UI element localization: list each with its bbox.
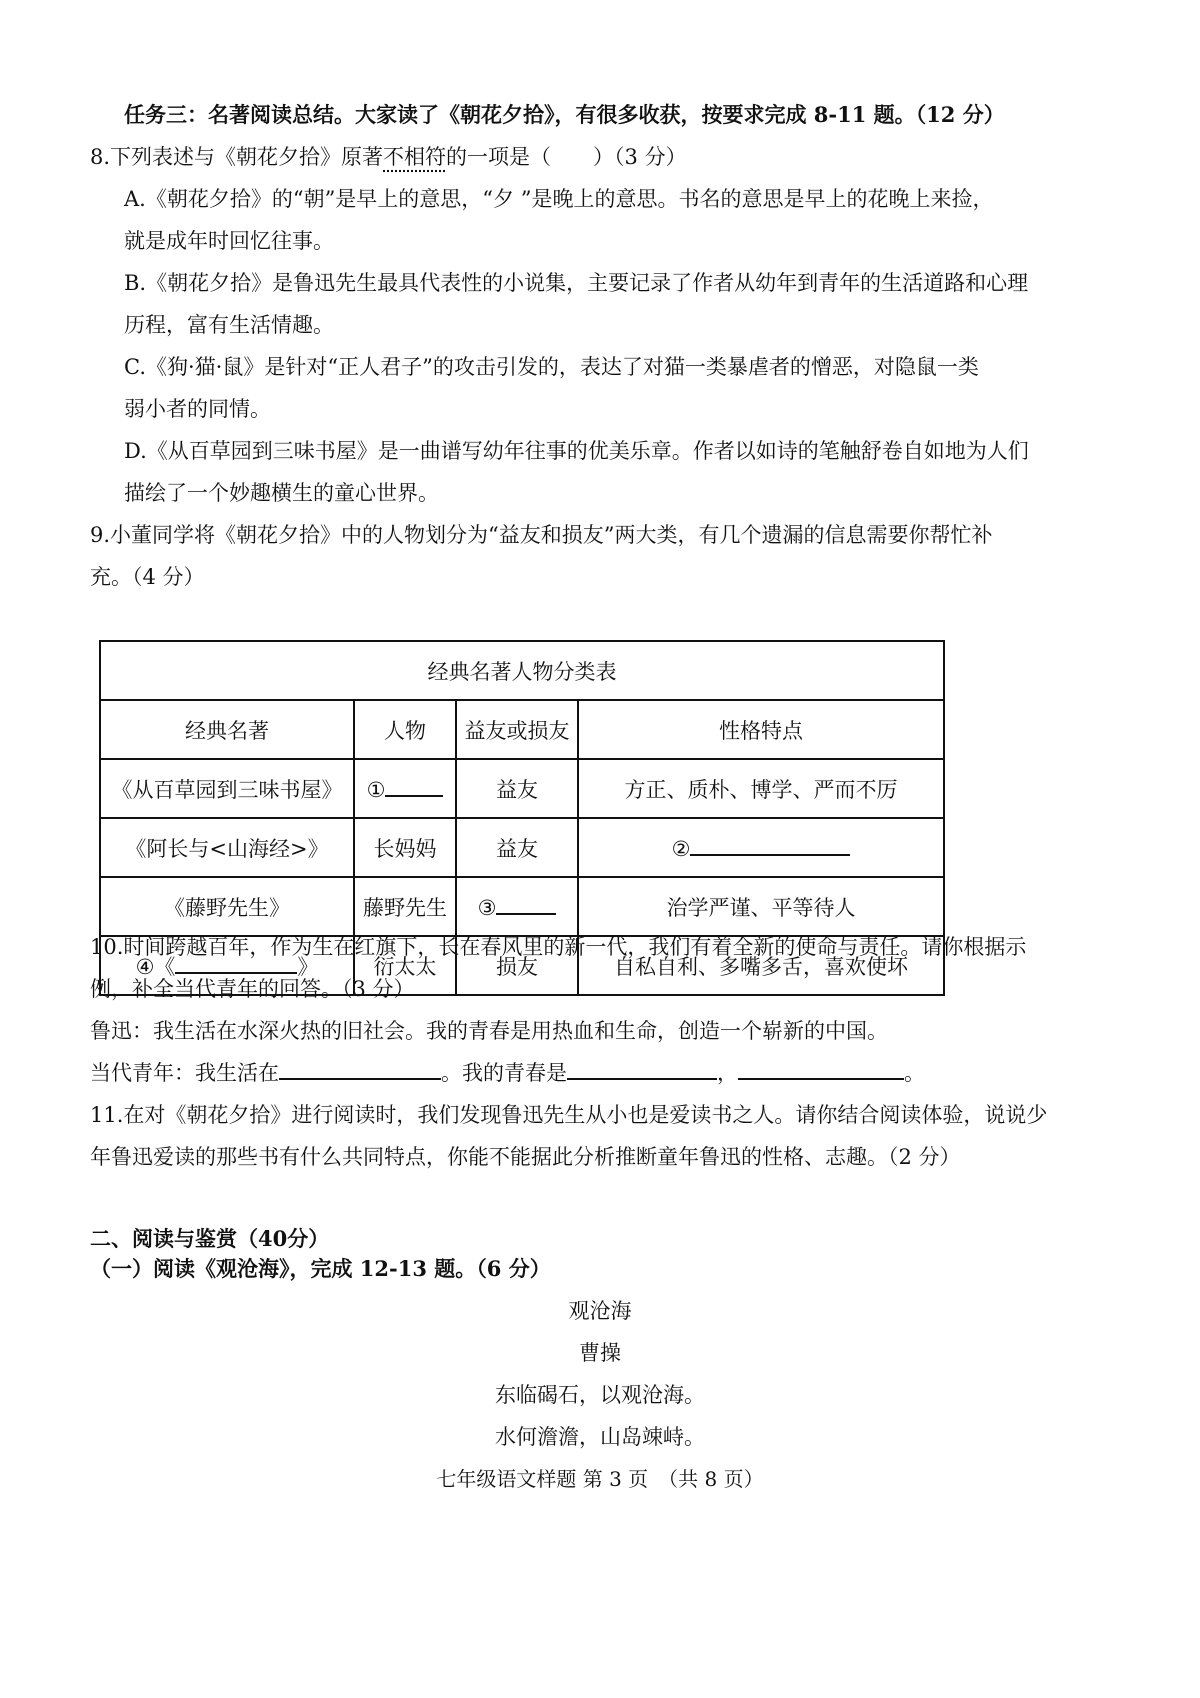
question-10-line1: 10.时间跨越百年，作为生在红旗下，长在春风里的新一代，我们有着全新的使命与责任。请你根据示 — [90, 935, 1027, 959]
blank-marker-4: ④《 — [135, 954, 176, 979]
blank-marker-3: ③ — [477, 896, 497, 920]
page-footer: 七年级语文样题 第 3 页 （共 8 页） — [436, 1467, 764, 1491]
table-row — [100, 818, 944, 877]
answer-blank-7[interactable] — [738, 1058, 904, 1080]
cell-person — [354, 759, 456, 818]
cell-type — [456, 877, 578, 936]
q8-option-c-line1: C.《狗·猫·鼠》是针对“正人君子”的攻击引发的，表达了对猫一类暴虐者的憎恶，对隐鼠一类 — [124, 355, 979, 379]
q8-option-d-line1: D.《从百草园到三味书屋》是一曲谱写幼年往事的优美乐章。作者以如诗的笔触舒卷自如地为人们 — [124, 439, 1029, 463]
cell-type: 益友 — [456, 818, 578, 877]
header-person: 人物 — [354, 700, 456, 759]
answer-blank-2[interactable] — [690, 834, 850, 856]
q8-option-d-line2: 描绘了一个妙趣横生的童心世界。 — [124, 481, 439, 505]
header-book: 经典名著 — [100, 700, 354, 759]
answer-blank-6[interactable] — [567, 1058, 717, 1080]
cell-book: 《从百草园到三味书屋》 — [100, 759, 354, 818]
question-11-line2: 年鲁迅爱读的那些书有什么共同特点，你能不能据此分析推断童年鲁迅的性格、志趣。（2 分） — [90, 1145, 961, 1169]
cell-trait: 治学严谨、平等待人 — [578, 877, 944, 936]
section-2-heading: 二、阅读与鉴赏（40分） — [90, 1226, 330, 1251]
q8-option-b-line1: B.《朝花夕拾》是鲁迅先生最具代表性的小说集，主要记录了作者从幼年到青年的生活道路和心理 — [124, 271, 1029, 295]
question-8-stem — [90, 142, 687, 172]
cell-type: 益友 — [456, 759, 578, 818]
cell-person: 衍太太 — [354, 936, 456, 995]
subsection-1-heading: （一）阅读《观沧海》，完成 12-13 题。（6 分） — [90, 1256, 551, 1281]
youth-mid: 。我的青春是 — [441, 1061, 567, 1085]
luxun-example: 鲁迅：我生活在水深火热的旧社会。我的青春是用热血和生命，创造一个崭新的中国。 — [90, 1019, 888, 1043]
cell-trait: 方正、质朴、博学、严而不厉 — [578, 759, 944, 818]
youth-comma: ， — [717, 1061, 738, 1085]
answer-blank-5[interactable] — [279, 1058, 441, 1080]
youth-prefix: 当代青年：我生活在 — [90, 1061, 279, 1085]
q8-option-a-line1: A.《朝花夕拾》的“朝”是早上的意思，“夕 ”是晚上的意思。书名的意思是早上的花晚上来捡， — [124, 187, 994, 211]
q8-stem-post: 的一项是（ ）（3 分） — [446, 145, 687, 169]
answer-blank-1[interactable] — [385, 775, 443, 797]
q8-option-c-line2: 弱小者的同情。 — [124, 397, 271, 421]
poem-author: 曹操 — [579, 1341, 621, 1365]
q8-option-b-line2: 历程，富有生活情趣。 — [124, 313, 334, 337]
book-bracket-close: 》 — [297, 954, 319, 979]
cell-trait — [578, 818, 944, 877]
poem-line-1: 东临碣石，以观沧海。 — [495, 1383, 705, 1407]
header-type: 益友或损友 — [456, 700, 578, 759]
blank-marker-2: ② — [671, 837, 691, 861]
question-9-line2: 充。（4 分） — [90, 565, 205, 589]
cell-person: 藤野先生 — [354, 877, 456, 936]
cell-type: 损友 — [456, 936, 578, 995]
question-11-line1: 11.在对《朝花夕拾》进行阅读时，我们发现鲁迅先生从小也是爱读书之人。请你结合阅读体验，说说少 — [90, 1103, 1048, 1127]
table-header-row — [100, 700, 944, 759]
youth-answer-line — [90, 1058, 925, 1088]
answer-blank-3[interactable] — [496, 893, 556, 915]
cell-trait: 自私自利、多嘴多舌，喜欢使坏 — [578, 936, 944, 995]
youth-end: 。 — [904, 1061, 925, 1085]
poem-title: 观沧海 — [568, 1299, 632, 1323]
question-10-line2: 例，补全当代青年的回答。（3 分） — [90, 977, 415, 1001]
cell-book: 《藤野先生》 — [100, 877, 354, 936]
task-heading: 任务三：名著阅读总结。大家读了《朝花夕拾》，有很多收获，按要求完成 8-11 题。（12 分） — [124, 102, 1005, 127]
poem-line-2: 水何澹澹，山岛竦峙。 — [495, 1425, 705, 1449]
cell-book: 《阿长与<山海经>》 — [100, 818, 354, 877]
q8-stem-pre: 8.下列表述与《朝花夕拾》原著 — [90, 145, 384, 169]
table-title: 经典名著人物分类表 — [100, 641, 944, 700]
table-row — [100, 877, 944, 936]
question-9-line1: 9.小董同学将《朝花夕拾》中的人物划分为“益友和损友”两大类，有几个遗漏的信息需要你帮忙补 — [90, 523, 993, 547]
q8-option-a-line2: 就是成年时回忆往事。 — [124, 229, 334, 253]
q8-stem-emphasis: 不相符 — [383, 145, 447, 169]
blank-marker-1: ① — [366, 778, 386, 802]
table-row — [100, 759, 944, 818]
header-trait: 性格特点 — [578, 700, 944, 759]
cell-person: 长妈妈 — [354, 818, 456, 877]
